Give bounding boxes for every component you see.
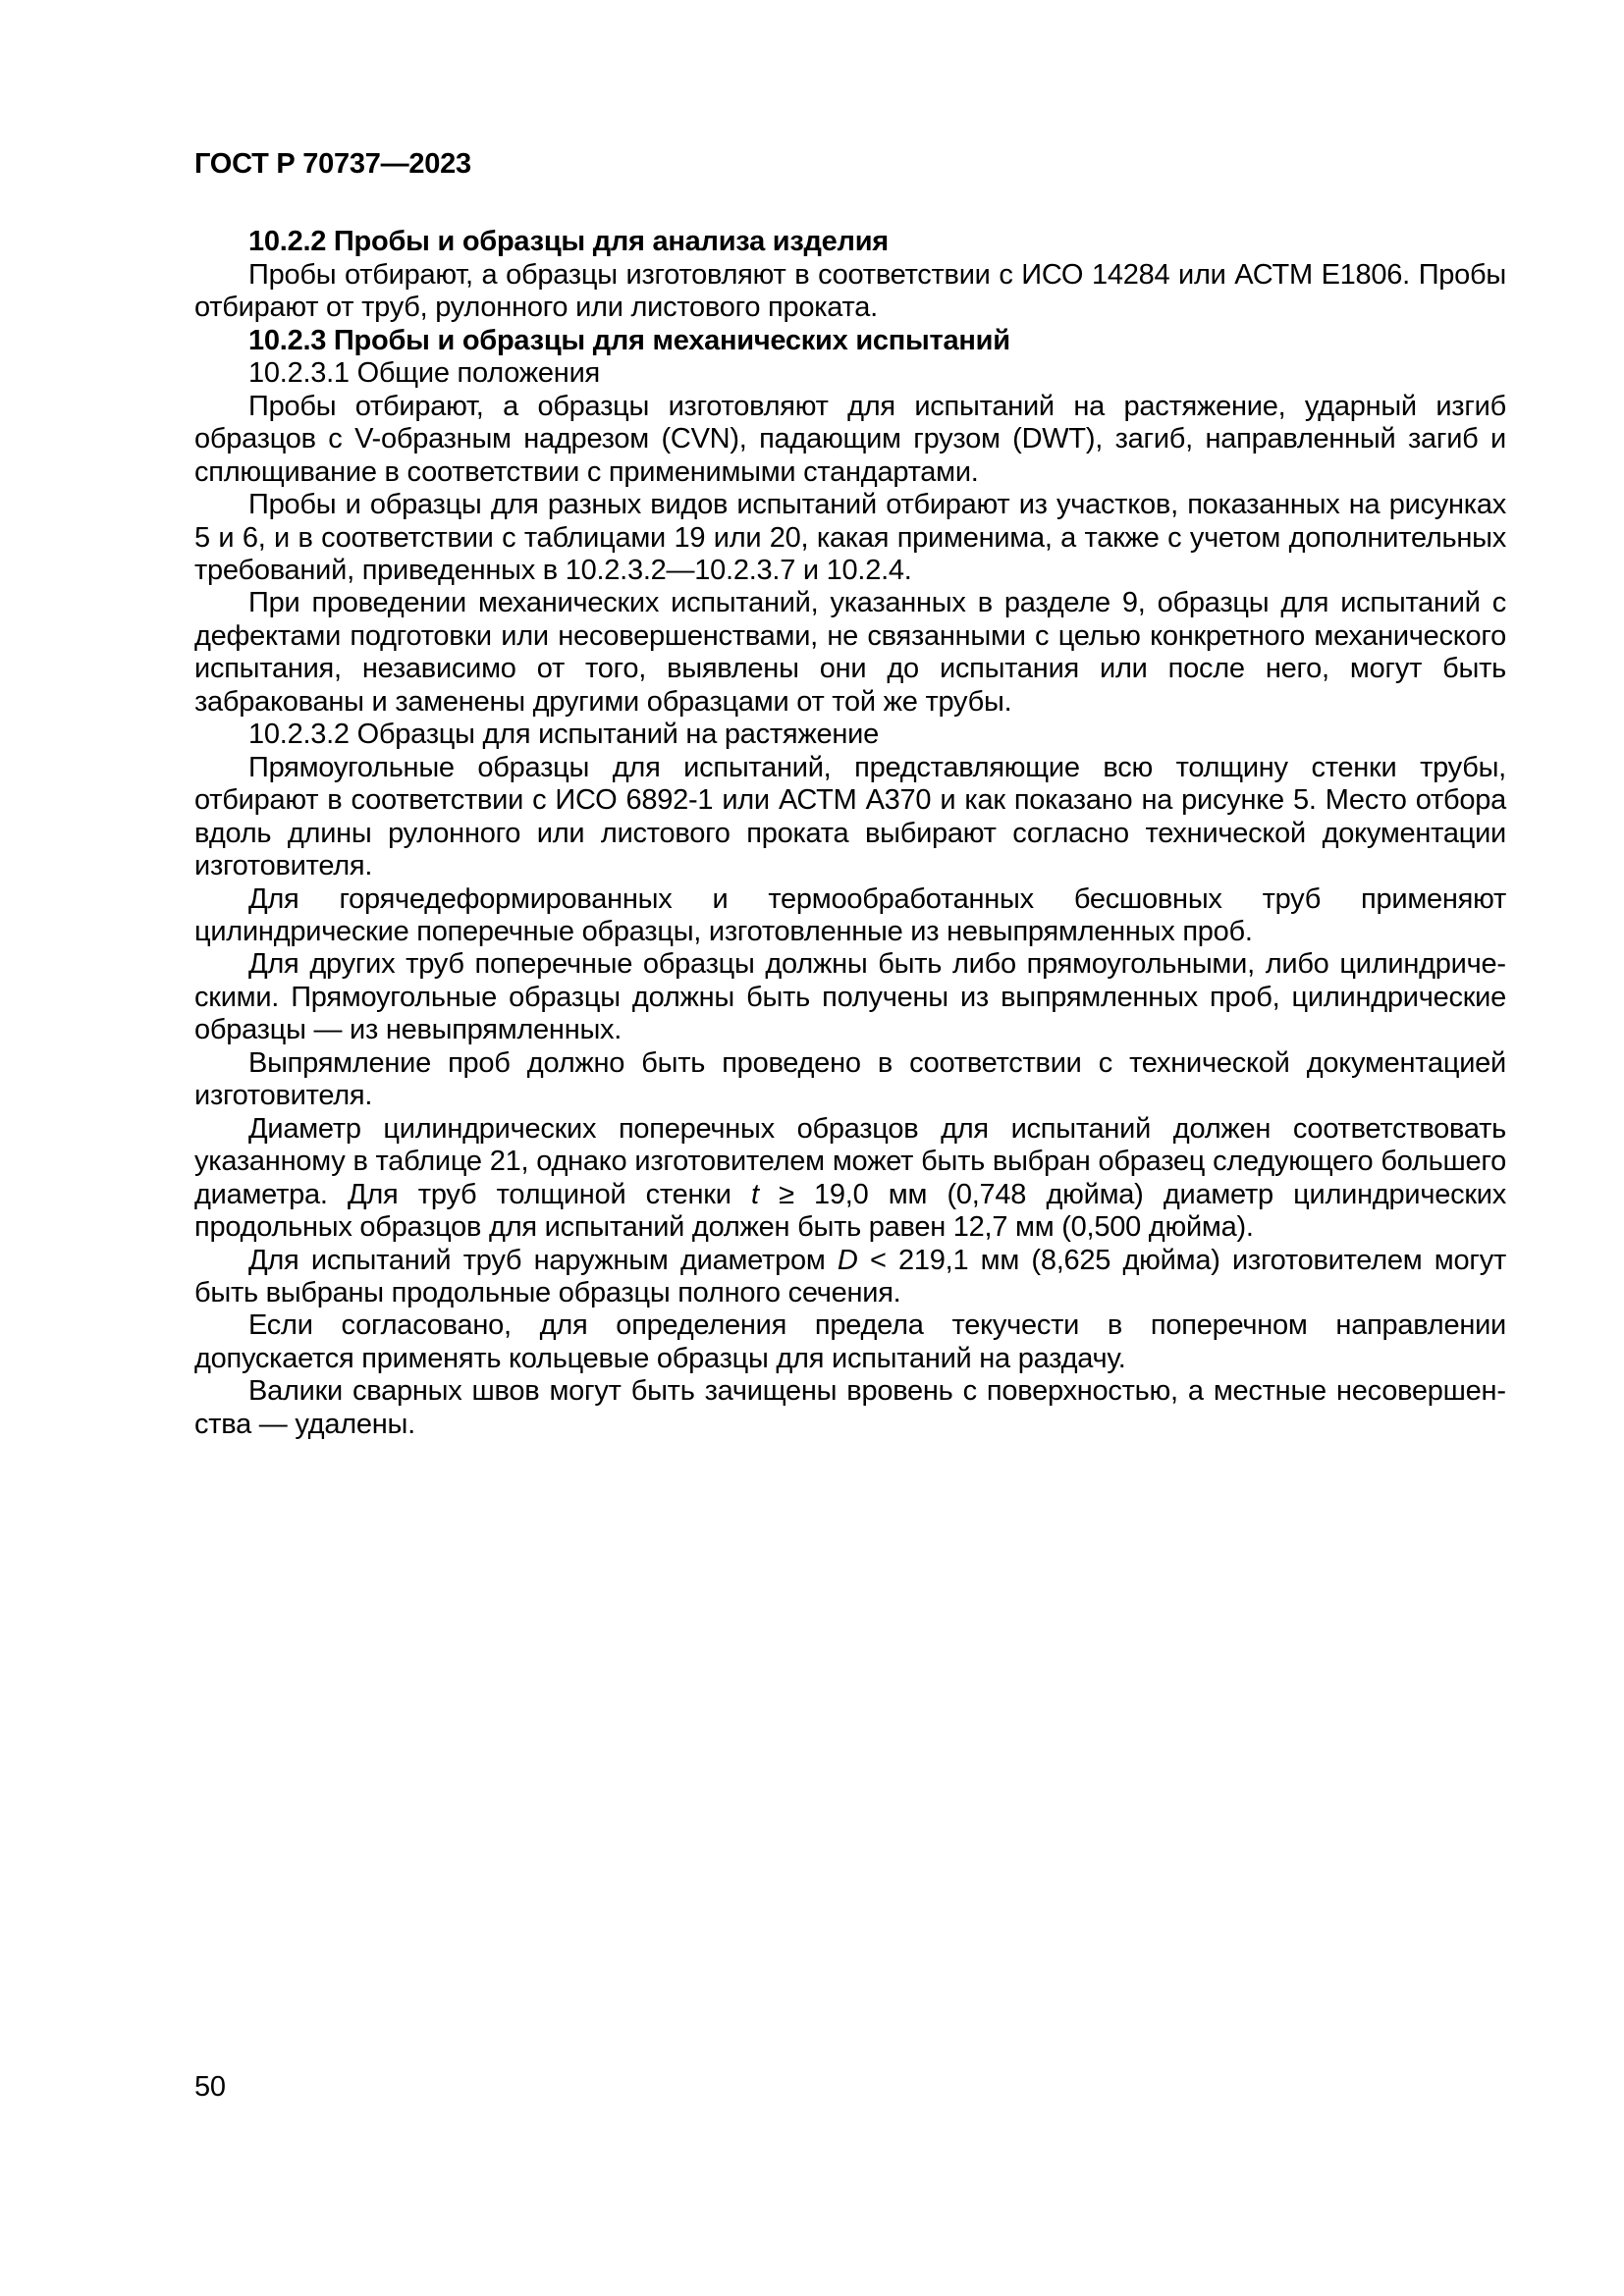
document-header xyxy=(194,148,1506,181)
paragraph-cylindrical-diameter xyxy=(194,1113,1506,1245)
paragraph-seamless-pipes: Для горячедеформированных и термообработанных бесшовных труб применяют цилиндрические поперечные образцы, изготовленные из невыпрямленных проб. xyxy=(194,882,1506,947)
paragraph-sampling-locations: Пробы и образцы для разных видов испытаний отбирают из участков, показанных на рисунках 5 и 6, и в соответствии с таблицами 19 или 20, какая применима, а также с учетом дополнительных требований, приведенных в 10.2.3.2—10.2.3.7 и 10.2.4. xyxy=(194,489,1506,586)
page-number: 50 xyxy=(194,2071,226,2103)
heading-10-2-2: 10.2.2 Пробы и образцы для анализа изделия xyxy=(248,226,889,258)
paragraph-text: < 219,1 мм (8,625 дюйма) изготовителем могут быть выбраны продольные образцы полного сечения. xyxy=(194,1244,1506,1308)
heading-10-2-3-1: 10.2.3.1 Общие положения xyxy=(248,357,600,390)
heading-10-2-3-2: 10.2.3.2 Образцы для испытаний на растяжение xyxy=(248,719,879,751)
paragraph-text: ≥ 19,0 мм (0,748 дюйма) диаметр цилиндрических продольных образцов для испытаний должен быть равен 12,7 мм (0,500 дюйма). xyxy=(194,1178,1506,1244)
heading-10-2-3: 10.2.3 Пробы и образцы для механических испытаний xyxy=(248,324,1010,356)
document-body xyxy=(194,226,1506,1441)
variable-wall-thickness-t: t xyxy=(750,1178,759,1210)
paragraph-weld-beads: Валики сварных швов могут быть зачищены вровень с поверхностью, а местные несовершенства — удалены. xyxy=(194,1375,1506,1440)
paragraph-test-types: Пробы отбирают, а образцы изготовляют для испытаний на растяжение, ударный изгиб образцов с V-образным надрезом (CVN), падающим грузом (DWT), загиб, направленный загиб и сплющивание в соответствии с применимыми стандартами. xyxy=(194,390,1506,488)
standard-designation: ГОСТ Р 70737—2023 xyxy=(194,148,471,180)
paragraph-straightening: Выпрямление проб должно быть проведено в соответствии с технической документацией изготовителя. xyxy=(194,1046,1506,1112)
paragraph-samples-product-analysis: Пробы отбирают, а образцы изготовляют в соответствии с ИСО 14284 или АСТМ Е1806. Пробы отбирают от труб, рулонного или листового проката. xyxy=(194,258,1506,324)
paragraph-full-section-specimens xyxy=(194,1245,1506,1310)
paragraph-text: Диаметр цилиндрических поперечных образцов для испытаний должен соответствовать указанному в таблице 21, однако изготовителем может быть выбран образец следующего большего диаметра. Для труб толщиной стенки xyxy=(194,1112,1506,1210)
paragraph-rectangular-specimens: Прямоугольные образцы для испытаний, представляющие всю толщину стенки трубы, отбирают в соответствии с ИСО 6892-1 или АСТМ А370 и как показано на рисунке 5. Место отбора вдоль длины рулонного или листового проката выбирают согласно технической документации изготовителя. xyxy=(194,751,1506,882)
paragraph-ring-specimens: Если согласовано, для определения предела текучести в поперечном направлении допускается применять кольцевые образцы для испытаний на раздачу. xyxy=(194,1309,1506,1374)
paragraph-text: Для испытаний труб наружным диаметром xyxy=(248,1244,838,1276)
variable-outer-diameter-d: D xyxy=(837,1244,858,1276)
paragraph-defective-specimens: При проведении механических испытаний, указанных в разделе 9, образцы для испытаний с дефектами подготовки или несовершенствами, не связанными с целью конкретного механического испытания, независимо от того, выявлены они до испытания или после него, могут быть забракованы и заменены другими образцами от той же трубы. xyxy=(194,587,1506,718)
paragraph-other-pipes: Для других труб поперечные образцы должны быть либо прямоугольными, либо цилиндрическими. Прямоугольные образцы должны быть получены из выпрямленных проб, цилиндрические образцы — из невыпрямленных. xyxy=(194,948,1506,1046)
